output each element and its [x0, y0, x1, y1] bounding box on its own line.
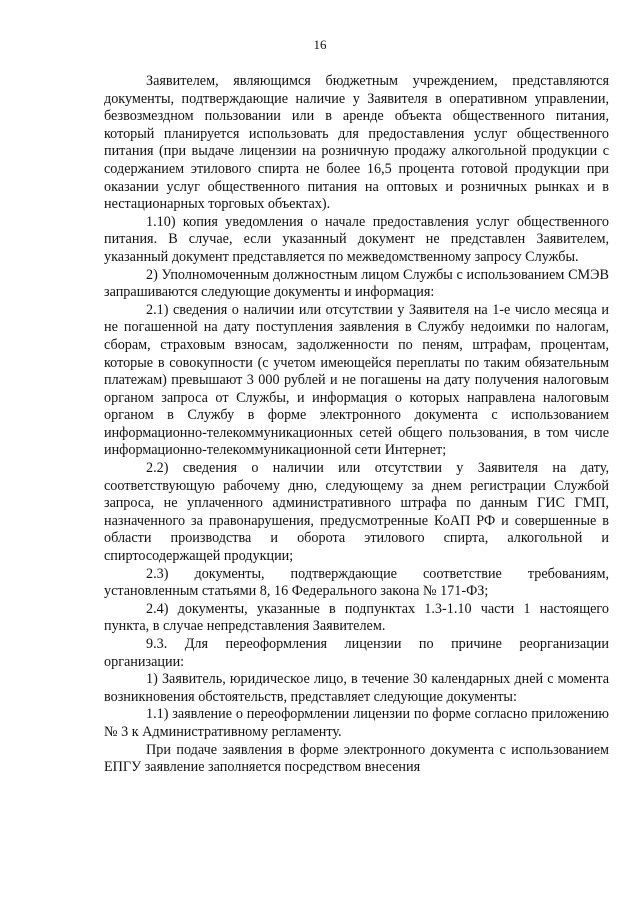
- paragraph-2-3-compliance-documents: 2.3) документы, подтверждающие соответствие требованиям, установленным статьями 8, 16 Федерального закона № 171-ФЗ;: [104, 565, 609, 600]
- paragraph-1-legal-entity-deadline: 1) Заявитель, юридическое лицо, в течение 30 календарных дней с момента возникновения обстоятельств, представляет следующие документы:: [104, 671, 609, 705]
- page-number: 16: [313, 37, 327, 52]
- paragraph-epgu-submission: При подаче заявления в форме электронного документа с использованием ЕПГУ заявление заполняется посредством внесения: [104, 741, 609, 776]
- paragraph-1-1-reissue-application: 1.1) заявление о переоформлении лицензии по форме согласно приложению № 3 к Административному регламенту.: [104, 706, 609, 740]
- paragraph-1-10-catering-notice: 1.10) копия уведомления о начале предоставления услуг общественного питания. В случае, если указанный документ не представлен Заявителем, указанный документ представляется по межведомственному запросу Службы.: [104, 213, 609, 265]
- paragraph-2-smev-requests: 2) Уполномоченным должностным лицом Службы с использованием СМЭВ запрашиваются следующие документы и информация:: [104, 266, 609, 301]
- document-body: [104, 73, 609, 777]
- paragraph-budget-institution-documents: Заявителем, являющимся бюджетным учреждением, представляются документы, подтверждающие наличие у Заявителя в оперативном управлении, безвозмездном пользовании или в аренде объекта общественного питания, который планируется использовать для предоставления услуг общественного питания (при выдаче лицензии на розничную продажу алкогольной продукции с содержанием этилового спирта не более 16,5 процента готовой продукции при оказании услуг общественного питания на оптовых и розничных рынках и в нестационарных торговых объектах).: [104, 73, 609, 213]
- paragraph-9-3-reorganization: 9.3. Для переоформления лицензии по причине реорганизации организации:: [104, 636, 609, 670]
- paragraph-2-1-tax-arrears: 2.1) сведения о наличии или отсутствии у Заявителя на 1-е число месяца и не погашенной на дату поступления заявления в Службу недоимки по налогам, сборам, страховым взносам, задолженности по пеням, штрафам, процентам, которые в совокупности (с учетом имеющейся переплаты по таким обязательным платежам) превышают 3 000 рублей и не погашены на дату получения налоговым органом запроса от Службы, и информация о которых направлена налоговым органом в Службу в форме электронного документа с использованием информационно-телекоммуникационных сетей общего пользования, в том числе информационно-телекоммуникационной сети Интернет;: [104, 301, 609, 459]
- paragraph-2-4-listed-documents: 2.4) документы, указанные в подпунктах 1.3-1.10 части 1 настоящего пункта, в случае непредставления Заявителем.: [104, 600, 609, 635]
- paragraph-2-2-administrative-fines: 2.2) сведения о наличии или отсутствии у Заявителя на дату, соответствующую рабочему дню, следующему за днем регистрации Службой запроса, не уплаченного административного штрафа по данным ГИС ГМП, назначенного за правонарушения, предусмотренные КоАП РФ и совершенные в области производства и оборота этилового спирта, алкогольной и спиртосодержащей продукции;: [104, 460, 609, 565]
